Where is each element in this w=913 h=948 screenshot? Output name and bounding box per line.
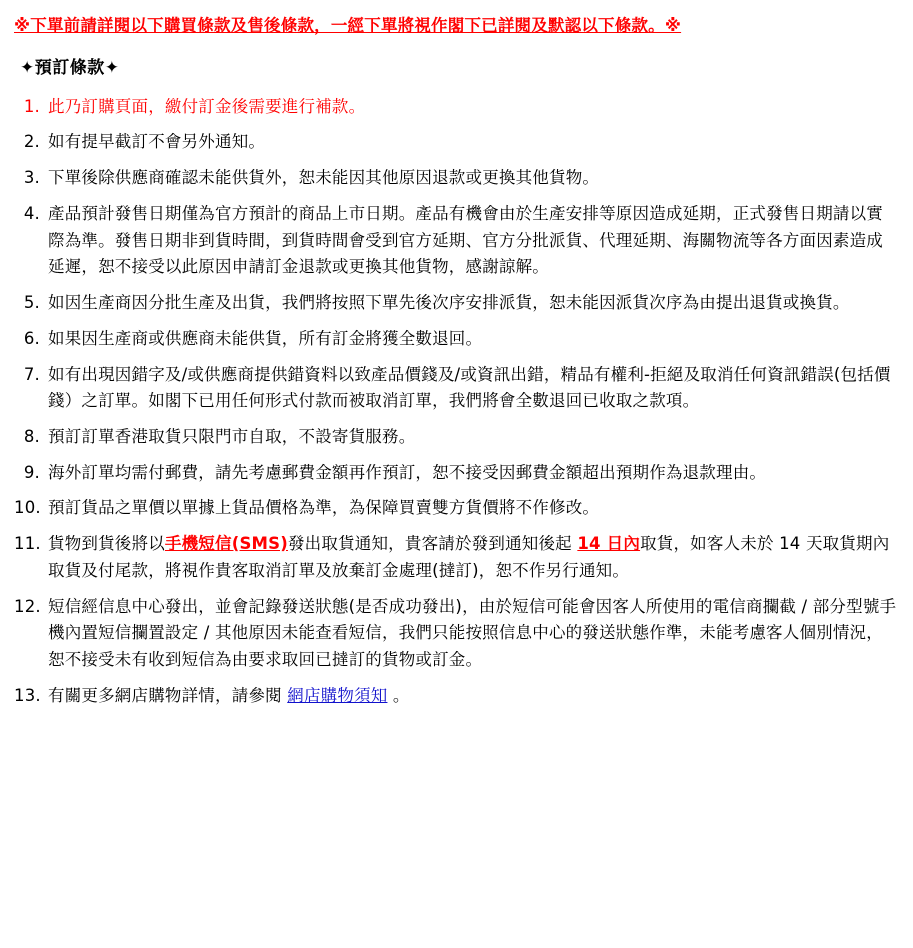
term-text-run: 預訂貨品之單價以單據上貨品價格為準，為保障買賣雙方貨價將不作修改。 [48,498,600,518]
term-text-run: 預訂訂單香港取貨只限門市自取，不設寄貨服務。 [48,426,416,446]
term-text-run: 。 [387,685,410,705]
term-text [48,97,365,116]
term-text-run: 如有出現因錯字及/或供應商提供錯資料以致產品價錢及/或資訊出錯，精品有權利-拒絕及取消任何資訊錯誤(包括價錢）之訂單。如閣下已用任何形式付款而被取消訂單，我們將會全數退回已收取之款項。 [48,364,891,411]
term-item [14,594,899,674]
bottom-spacer [14,718,899,736]
term-number: 4. [23,203,40,223]
term-item [14,531,899,584]
term-item [14,165,899,192]
term-item [14,362,899,415]
term-item [14,495,899,522]
term-number: 2. [23,132,40,152]
term-text [48,365,891,411]
term-emphasis: 手機短信(SMS) [164,534,288,554]
term-text-run: 短信經信息中心發出，並會記錄發送狀態(是否成功發出)，由於短信可能會因客人所使用的電信商攔截 / 部分型號手機內置短信攔置設定 / 其他原因未能查看短信，我們只能按照信息中心的發送狀態作準，未能考慮客人個別情況，恕不接受未有收到短信為由要求取回已撻訂的貨物或訂金。 [48,596,897,669]
term-text-run: 下單後除供應商確認未能供貨外，恕未能因其他原因退款或更換其他貨物。 [48,168,600,188]
term-text [48,597,896,669]
term-text [48,329,482,348]
term-text-run: 產品預計發售日期僅為官方預計的商品上市日期。產品有機會由於生產安排等原因造成延期，正式發售日期請以實際為準。發售日期非到貨時間，到貨時間會受到官方延期、官方分批派貨、代理延期、海關物流等各方面因素造成延遲，恕不接受以此原因申請訂金退款或更換其他貨物，感謝諒解。 [48,203,883,277]
shopping-guide-link[interactable]: 網店購物須知 [287,685,388,705]
term-number: 9. [23,462,40,482]
term-text [48,686,410,705]
top-notice-banner: ※下單前請詳閱以下購買條款及售後條款，一經下單將視作閣下已詳閱及默認以下條款。※ [14,16,682,35]
term-number: 11. [14,534,41,554]
term-text-run: 海外訂單均需付郵費，請先考慮郵費金額再作預訂，恕不接受因郵費金額超出預期作為退款理由。 [48,462,767,482]
term-text [48,534,889,580]
term-item [14,129,899,156]
term-text-run: 如有提早截訂不會另外通知。 [48,132,266,152]
term-text [48,463,766,482]
term-text [48,132,265,151]
term-text-run: 貨物到貨後將以 [48,534,165,554]
term-text [48,427,415,446]
term-item [14,460,899,487]
term-number: 7. [23,364,40,384]
term-text-run: 此乃訂購頁面，繳付訂金後需要進行補款。 [48,96,366,116]
term-emphasis: 14 日內 [577,534,641,554]
term-number: 10. [14,498,41,518]
term-number: 13. [14,685,41,705]
term-number: 3. [23,168,40,188]
term-text-run: 發出取貨通知，貴客請於發到通知後起 [287,534,578,554]
term-number: 8. [23,426,40,446]
page-title: ✦預訂條款✦ [20,57,120,78]
term-number: 12. [14,596,41,616]
term-number: 1. [23,96,40,116]
term-text [48,293,850,312]
terms-list [14,94,899,710]
term-text [48,168,599,187]
term-item [14,290,899,317]
term-text-run: 有關更多網店購物詳情，請參閱 [48,685,288,705]
term-number: 5. [23,293,40,313]
term-text [48,498,599,517]
term-number: 6. [23,328,40,348]
term-item [14,326,899,353]
term-text-run: 如果因生產商或供應商未能供貨，所有訂金將獲全數退回。 [48,328,483,348]
term-text [48,204,883,276]
term-item [14,94,899,121]
term-text-run: 如因生產商因分批生產及出貨，我們將按照下單先後次序安排派貨，恕未能因派貨次序為由提出退貨或換貨。 [48,293,850,313]
term-item [14,201,899,281]
term-item [14,424,899,451]
term-text-run: 取貨，如客人未於 14 天取貨期內取貨及付尾款，將視作貴客取消訂單及放棄訂金處理(撻訂)，恕不作另行通知。 [48,534,890,580]
term-item [14,683,899,710]
